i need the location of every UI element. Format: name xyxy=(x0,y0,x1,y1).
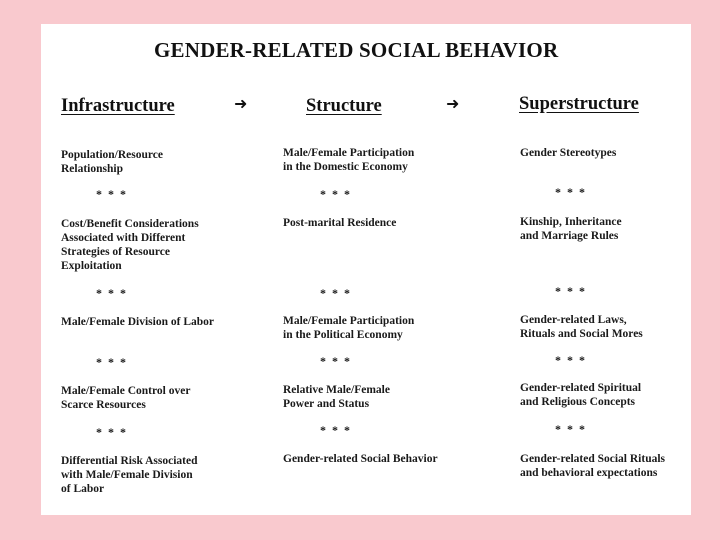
separator-stars: * * * xyxy=(96,425,126,439)
superstructure-item: Gender-related Spiritual and Religious Concepts xyxy=(520,382,642,408)
separator-stars: * * * xyxy=(555,353,585,367)
header-superstructure: Superstructure xyxy=(519,94,639,114)
structure-item: Gender-related Social Behavior xyxy=(283,453,438,465)
superstructure-item: Gender-related Laws, Rituals and Social Mores xyxy=(520,314,643,340)
separator-stars: * * * xyxy=(320,423,350,437)
structure-item: Male/Female Participation in the Political Economy xyxy=(283,315,415,341)
separator-stars: * * * xyxy=(555,185,585,199)
right-arrow-icon: ➜ xyxy=(446,94,460,113)
infrastructure-item: Differential Risk Associated with Male/Female Division of Labor xyxy=(61,455,198,495)
header-infrastructure: Infrastructure xyxy=(61,96,175,116)
slide-title: GENDER-RELATED SOCIAL BEHAVIOR xyxy=(154,38,559,62)
separator-stars: * * * xyxy=(320,187,350,201)
infrastructure-item: Male/Female Division of Labor xyxy=(61,316,214,328)
structure-item: Relative Male/Female Power and Status xyxy=(283,384,390,410)
header-structure: Structure xyxy=(306,96,382,116)
infrastructure-item: Cost/Benefit Considerations Associated with Different Strategies of Resource Exploitation xyxy=(61,218,199,272)
structure-item: Post-marital Residence xyxy=(283,217,397,229)
slide xyxy=(41,24,691,515)
separator-stars: * * * xyxy=(320,354,350,368)
superstructure-item: Gender-related Social Rituals and behavioral expectations xyxy=(520,453,666,479)
infrastructure-item: Population/Resource Relationship xyxy=(61,149,164,175)
right-arrow-icon: ➜ xyxy=(234,94,248,113)
separator-stars: * * * xyxy=(320,286,350,300)
separator-stars: * * * xyxy=(96,286,126,300)
superstructure-item: Kinship, Inheritance and Marriage Rules xyxy=(520,216,622,242)
infrastructure-item: Male/Female Control over Scarce Resources xyxy=(61,385,191,411)
structure-item: Male/Female Participation in the Domestic Economy xyxy=(283,147,415,173)
separator-stars: * * * xyxy=(555,422,585,436)
superstructure-item: Gender Stereotypes xyxy=(520,147,617,159)
separator-stars: * * * xyxy=(96,187,126,201)
separator-stars: * * * xyxy=(96,355,126,369)
separator-stars: * * * xyxy=(555,284,585,298)
